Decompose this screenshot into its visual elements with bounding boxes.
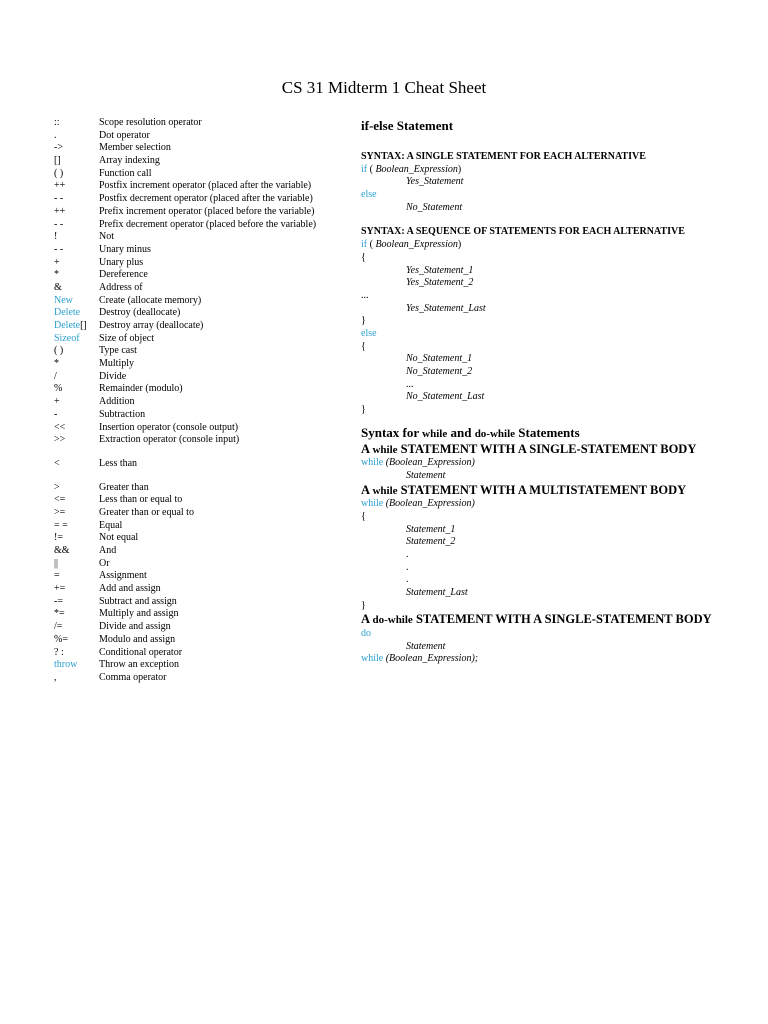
operator-symbol (54, 130, 99, 143)
operator-description: Throw an exception (99, 659, 179, 671)
operator-description: Size of object (99, 332, 154, 344)
operator-symbol-text: -> (54, 142, 63, 154)
operator-row (54, 545, 354, 558)
operator-description: Address of (99, 281, 143, 293)
dot: . (406, 548, 409, 560)
operator-row (54, 596, 354, 609)
heading-text: STATEMENT WITH A MULTISTATEMENT BODY (397, 482, 687, 497)
operator-symbol-text: , (54, 671, 57, 683)
operator-description: Extraction operator (console input) (99, 434, 240, 446)
operator-symbol-text: /= (54, 621, 63, 633)
dot: . (406, 561, 409, 573)
operator-row (54, 458, 354, 471)
operator-symbol-text: >> (54, 434, 66, 446)
operator-row (54, 244, 354, 257)
operator-row (54, 396, 354, 409)
ifelse-heading: if-else Statement (361, 118, 454, 133)
operator-symbol-text: / (54, 370, 57, 382)
operator-symbol-text: + (54, 396, 60, 408)
operator-description: Scope resolution operator (99, 117, 202, 128)
operator-description: Subtract and assign (99, 595, 177, 607)
operator-description: Modulo and assign (99, 633, 176, 645)
operator-row (54, 482, 354, 495)
operator-row (54, 532, 354, 545)
paren: ) (457, 239, 462, 251)
operator-row (54, 507, 354, 520)
operator-symbol-text: . (54, 129, 57, 141)
operator-row (54, 307, 354, 320)
operator-symbol (54, 333, 99, 346)
heading-while: while (422, 427, 448, 440)
operator-row (54, 358, 354, 371)
close-brace: } (361, 404, 366, 416)
operator-symbol (54, 168, 99, 181)
no-statement-2: No_Statement_2 (406, 366, 473, 378)
operator-row (54, 647, 354, 660)
operator-symbol-text: ( ) (54, 345, 64, 357)
operator-description: Assignment (99, 570, 147, 582)
ellipsis: ... (361, 289, 369, 301)
operator-symbol-text: - - (54, 193, 64, 205)
operator-row (54, 180, 354, 193)
operator-description: Dot operator (99, 129, 150, 141)
operator-symbol-text: ( ) (54, 167, 64, 179)
boolean-expression: Boolean_Expression (375, 239, 458, 251)
operator-symbol-text: - (54, 408, 58, 420)
operator-symbol-text: > (54, 481, 60, 493)
operator-description: Remainder (modulo) (99, 383, 183, 395)
operator-symbol (54, 257, 99, 270)
code-line (361, 164, 721, 177)
operator-row (54, 345, 354, 358)
operator-description: Addition (99, 396, 135, 408)
operator-symbol-text: - - (54, 243, 64, 255)
operator-row (54, 168, 354, 181)
condition: (Boolean_Expression) (383, 457, 475, 469)
operator-symbol (54, 383, 99, 396)
operator-row (54, 117, 354, 130)
operator-symbol (54, 672, 99, 685)
operator-row (54, 520, 354, 533)
operator-symbol (54, 396, 99, 409)
operator-symbol-text: -= (54, 595, 63, 607)
operator-row (54, 320, 354, 333)
condition: (Boolean_Expression) (383, 498, 475, 510)
statement: Statement (406, 640, 446, 652)
operator-row (54, 634, 354, 647)
code-line (361, 457, 721, 470)
operator-description: Postfix increment operator (placed after the variable) (99, 180, 312, 192)
syntax-column (361, 117, 721, 666)
operator-row (54, 193, 354, 206)
yes-statement-2: Yes_Statement_2 (406, 277, 474, 289)
operator-symbol (54, 409, 99, 422)
operator-description: Divide and assign (99, 621, 171, 633)
open-brace: { (361, 251, 366, 263)
operator-symbol (54, 371, 99, 384)
operator-symbol-text: ? : (54, 646, 64, 658)
operator-symbol (54, 558, 99, 571)
operator-description: Dereference (99, 269, 148, 281)
operator-row (54, 282, 354, 295)
else-keyword: else (361, 327, 377, 339)
operator-symbol (54, 520, 99, 533)
operator-row (54, 155, 354, 168)
operator-description: Less than (99, 457, 138, 469)
operator-symbol-text: - - (54, 218, 64, 230)
boolean-expression: Boolean_Expression (375, 163, 458, 175)
heading-text: A (361, 441, 373, 456)
condition: (Boolean_Expression); (383, 653, 479, 665)
operator-description: Not (99, 231, 114, 243)
paren: ( (369, 163, 376, 175)
yes-statement-last: Yes_Statement_Last (406, 302, 486, 314)
operator-symbol-text: & (54, 281, 62, 293)
operator-symbol-text: Sizeof (54, 332, 80, 344)
heading-text: Statements (515, 424, 580, 440)
if-keyword: if (361, 163, 368, 175)
operator-symbol-text: * (54, 358, 59, 370)
operator-symbol-text: ++ (54, 205, 66, 217)
operator-table (54, 117, 354, 685)
close-brace: } (361, 599, 366, 611)
operator-symbol-text: = = (54, 519, 68, 531)
code-line (361, 239, 721, 252)
operator-symbol-text: *= (54, 608, 65, 620)
operator-symbol (54, 142, 99, 155)
open-brace: { (361, 340, 366, 352)
operator-symbol (54, 545, 99, 558)
operator-symbol (54, 608, 99, 621)
operator-row (54, 422, 354, 435)
operator-description: Type cast (99, 345, 137, 357)
operator-symbol (54, 269, 99, 282)
while-single-heading (361, 442, 721, 458)
heading-while: while (372, 443, 398, 456)
operator-symbol (54, 482, 99, 495)
operator-symbol-text: % (54, 383, 63, 395)
operator-description: Divide (99, 370, 127, 382)
operator-row (54, 257, 354, 270)
open-brace: { (361, 510, 366, 522)
operator-row (54, 142, 354, 155)
operator-symbol (54, 570, 99, 583)
dot: . (406, 574, 409, 586)
statement: Statement (406, 469, 446, 481)
operator-symbol-text: <= (54, 494, 66, 506)
operator-description: Destroy array (deallocate) (99, 320, 204, 331)
operator-description: Or (99, 557, 110, 569)
operator-symbol-text: ++ (54, 180, 66, 192)
operator-symbol-text: >= (54, 506, 66, 518)
operator-symbol-text: New (54, 294, 73, 306)
operator-symbol (54, 659, 99, 672)
operator-symbol-text: += (54, 583, 66, 595)
operator-description: And (99, 545, 117, 556)
operator-row (54, 383, 354, 396)
operator-symbol (54, 219, 99, 232)
heading-while: while (372, 484, 398, 497)
operator-description: Subtraction (99, 408, 146, 420)
operator-row (54, 295, 354, 308)
operator-symbol (54, 282, 99, 295)
heading-text: A (361, 482, 373, 497)
operator-description: Greater than (99, 481, 149, 493)
paren: ) (457, 163, 462, 175)
operator-description: Postfix decrement operator (placed after the variable) (99, 193, 313, 205)
operator-symbol (54, 596, 99, 609)
heading-text: and (447, 424, 475, 440)
operator-description: Prefix decrement operator (placed before the variable) (99, 218, 317, 230)
operator-description: Prefix increment operator (placed before the variable) (99, 205, 315, 217)
operator-row (54, 231, 354, 244)
page-title: CS 31 Midterm 1 Cheat Sheet (281, 78, 487, 97)
ellipsis: ... (406, 378, 414, 390)
operator-row (54, 434, 354, 447)
operator-row (54, 206, 354, 219)
operator-symbol (54, 307, 99, 320)
operator-symbol (54, 434, 99, 447)
operator-description: Destroy (deallocate) (99, 307, 181, 319)
operator-description: Not equal (99, 532, 139, 544)
operator-row (54, 621, 354, 634)
operator-description: Unary plus (99, 256, 144, 268)
code-line (361, 498, 721, 511)
operator-row (54, 130, 354, 143)
ifelse-syntax-single: SYNTAX: A SINGLE STATEMENT FOR EACH ALTERNATIVE (361, 151, 646, 162)
operator-description: Equal (99, 519, 123, 531)
no-statement: No_Statement (406, 201, 463, 213)
code-line (361, 653, 721, 666)
heading-text: Syntax for (361, 424, 423, 440)
operator-row (54, 219, 354, 232)
operator-row (54, 409, 354, 422)
operator-symbol-text: = (54, 570, 60, 582)
operator-symbol-text: Delete (54, 320, 81, 331)
do-keyword: do (361, 627, 371, 639)
statement-last: Statement_Last (406, 586, 468, 598)
else-keyword: else (361, 189, 377, 201)
operator-symbol (54, 583, 99, 596)
operator-description: Greater than or equal to (99, 506, 194, 518)
while-keyword: while (361, 457, 384, 469)
operator-description: Member selection (99, 142, 171, 154)
operator-symbol-text: ! (54, 231, 58, 243)
statement-1: Statement_1 (406, 523, 456, 535)
operator-symbol-text: * (54, 269, 59, 281)
operator-description: Insertion operator (console output) (99, 421, 239, 433)
operator-row (54, 558, 354, 571)
operator-symbol (54, 422, 99, 435)
operator-description: Create (allocate memory) (99, 294, 202, 306)
operator-symbol (54, 458, 99, 471)
operator-description: Function call (99, 167, 152, 179)
operator-description: Multiply and assign (99, 608, 179, 620)
operator-symbol (54, 494, 99, 507)
operator-row (54, 494, 354, 507)
statement-2: Statement_2 (406, 536, 456, 548)
operator-description: Array indexing (99, 155, 160, 167)
operator-symbol (54, 358, 99, 371)
operator-description: Comma operator (99, 671, 167, 683)
operator-symbol (54, 507, 99, 520)
close-brace: } (361, 315, 366, 327)
operator-symbol (54, 117, 99, 130)
no-statement-1: No_Statement_1 (406, 353, 473, 365)
operator-description: Multiply (99, 358, 135, 370)
paren: ( (369, 239, 376, 251)
no-statement-last: No_Statement_Last (406, 391, 485, 403)
operator-symbol (54, 180, 99, 193)
operator-symbol (54, 621, 99, 634)
operator-symbol (54, 295, 99, 308)
operator-symbol-text: %= (54, 633, 68, 645)
operator-symbol (54, 634, 99, 647)
operator-symbol-text: + (54, 256, 60, 268)
operator-symbol-suffix: [] (80, 320, 87, 331)
operator-row (54, 371, 354, 384)
operator-description: Add and assign (99, 583, 161, 595)
heading-text: STATEMENT WITH A SINGLE-STATEMENT BODY (412, 612, 712, 627)
operator-row (54, 269, 354, 282)
dowhile-heading (361, 612, 721, 628)
loops-heading (361, 425, 721, 442)
operator-symbol-text: << (54, 421, 66, 433)
while-multi-heading (361, 483, 721, 499)
operator-row (54, 583, 354, 596)
heading-dowhile: do-while (474, 427, 516, 440)
operator-symbol (54, 206, 99, 219)
heading-dowhile: do-while (372, 614, 413, 627)
operator-symbol-text: < (54, 457, 60, 469)
operator-symbol (54, 155, 99, 168)
if-keyword: if (361, 239, 368, 251)
while-keyword: while (361, 653, 384, 665)
operator-symbol (54, 647, 99, 660)
heading-text: STATEMENT WITH A SINGLE-STATEMENT BODY (397, 441, 697, 456)
operator-row (54, 608, 354, 621)
operator-symbol-text: != (54, 532, 63, 544)
operator-symbol-text: && (54, 545, 70, 556)
operator-row (54, 570, 354, 583)
operator-symbol-text: throw (54, 659, 78, 671)
operator-symbol-text: [] (54, 155, 61, 167)
operator-symbol (54, 244, 99, 257)
operator-symbol (54, 193, 99, 206)
operator-row (54, 672, 354, 685)
operator-symbol (54, 345, 99, 358)
operator-row (54, 659, 354, 672)
operator-description: Unary minus (99, 243, 151, 255)
operator-symbol-text: || (54, 557, 59, 569)
operator-symbol (54, 320, 99, 333)
operator-symbol-text: Delete (54, 307, 81, 319)
heading-text: A (361, 612, 373, 627)
operator-row (54, 333, 354, 346)
yes-statement: Yes_Statement (406, 176, 464, 188)
operator-description: Conditional operator (99, 646, 183, 658)
while-keyword: while (361, 498, 384, 510)
yes-statement-1: Yes_Statement_1 (406, 264, 474, 276)
operator-description: Less than or equal to (99, 494, 183, 506)
ifelse-syntax-sequence: SYNTAX: A SEQUENCE OF STATEMENTS FOR EACH ALTERNATIVE (361, 226, 685, 238)
operator-symbol (54, 532, 99, 545)
operator-symbol (54, 231, 99, 244)
operator-symbol-text: :: (54, 117, 60, 128)
